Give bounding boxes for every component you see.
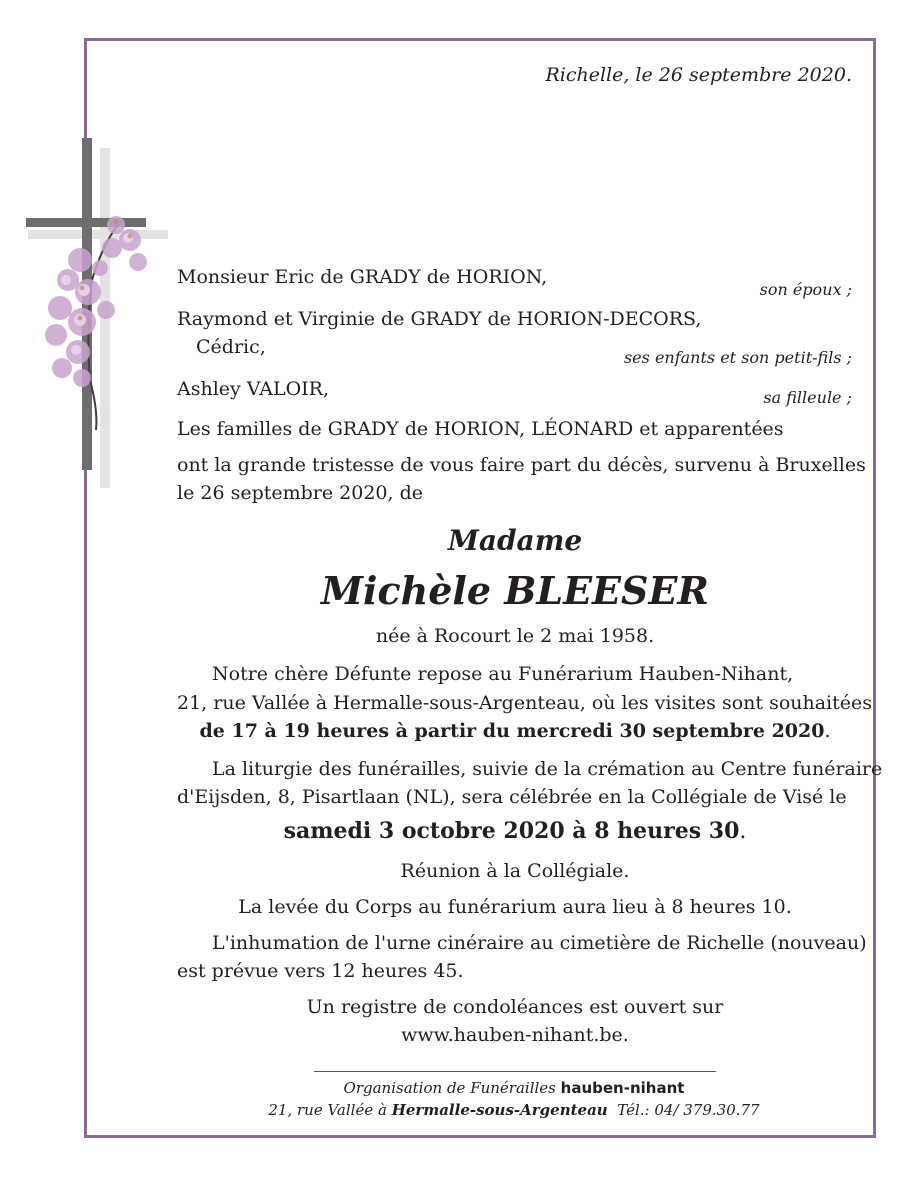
visit-hours xyxy=(84,720,918,742)
inhumation-line-2: est prévue vers 12 heures 45. xyxy=(177,960,464,982)
footer-divider xyxy=(314,1071,716,1072)
inhumation-line-1: L'inhumation de l'urne cinéraire au cimetière de Richelle (nouveau) xyxy=(212,932,867,954)
family-line-1: Monsieur Eric de GRADY de HORION, xyxy=(177,266,548,288)
footer-organisation xyxy=(84,1079,918,1097)
meeting: Réunion à la Collégiale. xyxy=(400,860,630,882)
announce-line-2: le 26 septembre 2020, de xyxy=(177,482,423,504)
visit-line-2: 21, rue Vallée à Hermalle-sous-Argenteau, où les visites sont souhaitées xyxy=(177,692,873,714)
register-line-1: Un registre de condoléances est ouvert sur xyxy=(306,996,724,1018)
place-date: Richelle, le 26 septembre 2020. xyxy=(545,64,852,86)
register-url[interactable]: www.hauben-nihant.be. xyxy=(401,1024,629,1046)
family-role-1: son époux ; xyxy=(759,280,852,299)
deceased-title: Madame xyxy=(447,524,583,557)
visit-hours-bold: de 17 à 19 heures à partir du mercredi 30 septembre 2020 xyxy=(199,720,825,742)
footer-address-bold: Hermalle-sous-Argenteau xyxy=(391,1101,608,1119)
footer-phone: Tél.: 04/ 379.30.77 xyxy=(617,1101,760,1119)
footer-address-prefix: 21, rue Vallée à xyxy=(268,1101,387,1119)
ceremony-date xyxy=(84,818,918,844)
ceremony-date-bold: samedi 3 octobre 2020 à 8 heures 30 xyxy=(283,818,740,844)
orchid-icon xyxy=(20,130,180,500)
footer-org-prefix: Organisation de Funérailles xyxy=(343,1079,556,1097)
visit-line-1: Notre chère Défunte repose au Funérarium Hauben-Nihant, xyxy=(212,663,794,685)
family-line-3: Ashley VALOIR, xyxy=(177,378,329,400)
family-line-4: Les familles de GRADY de HORION, LÉONARD et apparentées xyxy=(177,418,784,440)
footer-address xyxy=(84,1101,918,1119)
cross-with-orchid-image xyxy=(20,130,180,500)
visit-hours-end: . xyxy=(824,720,831,742)
footer-brand: hauben-nihant xyxy=(560,1079,685,1097)
deceased-birth: née à Rocourt le 2 mai 1958. xyxy=(375,625,655,647)
deceased-name: Michèle BLEESER xyxy=(320,568,710,613)
ceremony-line-1: La liturgie des funérailles, suivie de la crémation au Centre funéraire xyxy=(212,758,883,780)
family-line-2: Raymond et Virginie de GRADY de HORION-DECORS, xyxy=(177,308,702,330)
family-line-2b: Cédric, xyxy=(196,336,266,358)
announce-line-1: ont la grande tristesse de vous faire part du décès, survenu à Bruxelles xyxy=(177,454,866,476)
ceremony-date-end: . xyxy=(739,819,747,844)
family-role-2: ses enfants et son petit-fils ; xyxy=(623,348,852,367)
ceremony-line-2: d'Eijsden, 8, Pisartlaan (NL), sera célébrée en la Collégiale de Visé le xyxy=(177,786,847,808)
levee: La levée du Corps au funérarium aura lieu à 8 heures 10. xyxy=(238,896,792,918)
family-role-3: sa filleule ; xyxy=(763,388,852,407)
